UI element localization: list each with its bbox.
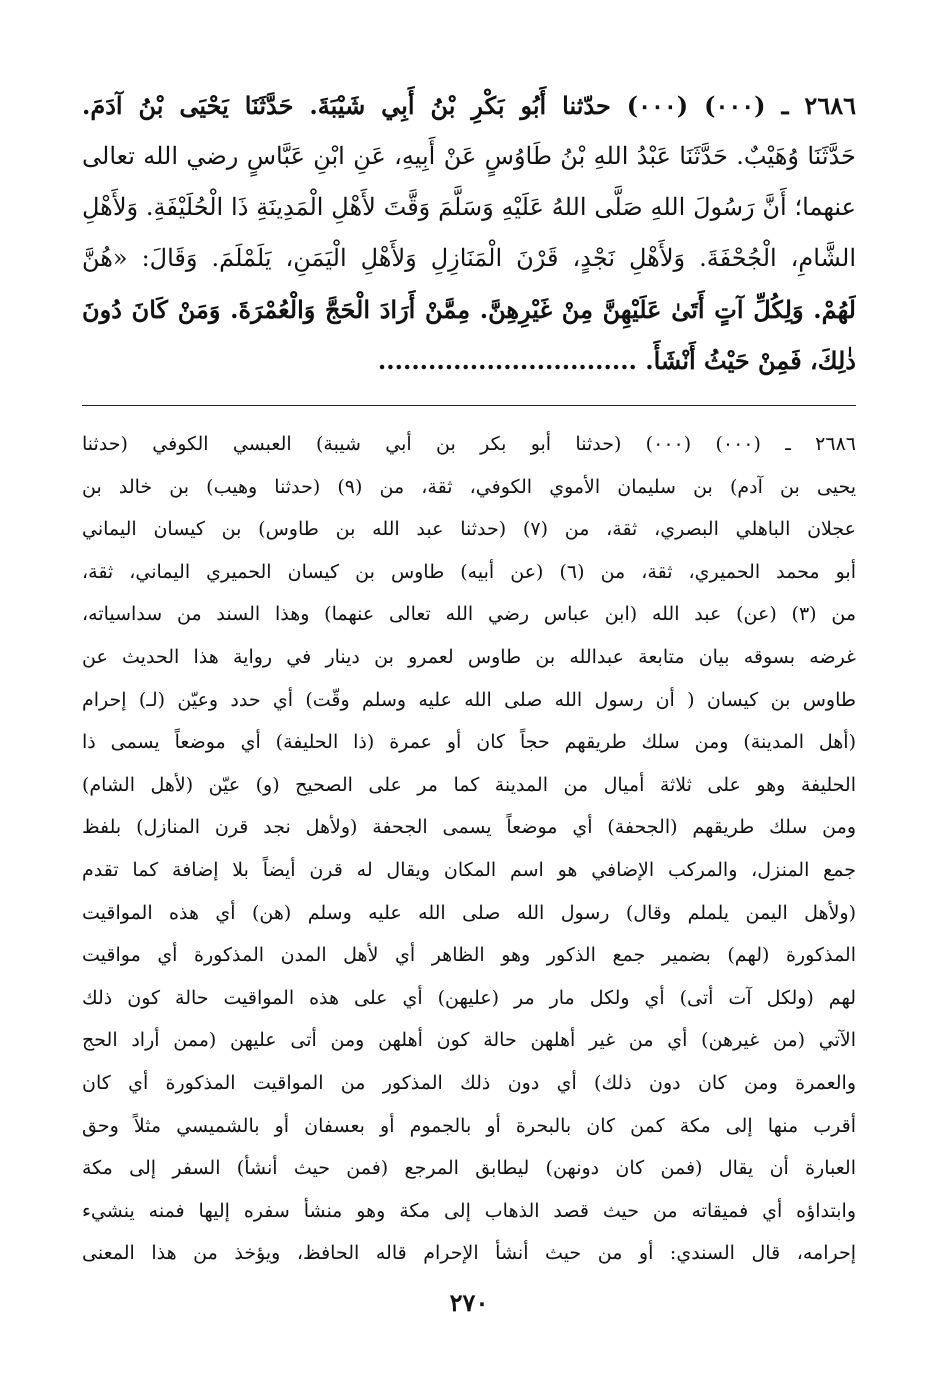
hadith-line: لَهُمْ. وَلِكُلِّ آتٍ أَتَىٰ عَلَيْهِنَّ مِنْ غَيْرِهِنَّ. مِمَّنْ أَرَادَ الْحَجَّ وَالْعُمْرَةَ. وَمَنْ كَانَ دُونَ	[82, 295, 856, 324]
commentary-line: طاوس بن كيسان ( أن رسول الله صلى الله عليه وسلم وقّت) أي حدد وعيّن (لـ) إحرام	[82, 688, 856, 711]
commentary-line: جمع المنزل، والمركب الإضافي هو اسم المكان ويقال له قرن أيضاً بلا إضافة كما تقدم	[82, 858, 856, 881]
commentary-line: أقرب منها إلى مكة كمن كان بالبحرة أو بالجموم أو بعسفان أو بالشميسي مثلاً وحق	[82, 1114, 856, 1137]
page-number: ٢٧٠	[449, 1288, 489, 1317]
commentary-line: (ولأهل اليمن يلملم وقال) رسول الله صلى الله عليه وسلم (هن) أي هذه المواقيت	[82, 901, 856, 924]
commentary-line: إحرامه، قال السندي: أو من حيث أنشأ الإحرام قاله الحافظ، ويؤخذ من هذا المعنى	[82, 1242, 856, 1265]
section-divider	[82, 405, 856, 406]
commentary-line: العبارة أن يقال (فمن كان دونهن) ليطابق المرجع (فمن حيث أنشأ) السفر إلى مكة	[82, 1157, 856, 1180]
commentary-line: والعمرة ومن كان دون ذلك) أي دون ذلك المذكور من المواقيت المذكورة أي كان	[82, 1071, 856, 1094]
hadith-line: ذٰلِكَ، فَمِنْ حَيْثُ أَنْشَأَ. ...............................	[377, 346, 856, 375]
hadith-text	[82, 80, 856, 386]
commentary-line: الآتي (من غيرهن) أي من غير أهلهن حالة كون أهلهن ومن أتى عليهن (ممن أراد الحج	[82, 1029, 856, 1052]
commentary-line: لهم (ولكل آت أتى) أي ولكل مار مر (عليهن) أي على هذه المواقيت حالة كون ذلك	[82, 986, 856, 1009]
hadith-line: الشَّامِ، الْجُحْفَةَ. وَلأَهْلِ نَجْدٍ، قَرْنَ الْمَنَازِلِ وَلأَهْلِ الْيَمَنِ، يَلَمْلَمَ. وَقَالَ: «هُنَّ	[82, 244, 856, 272]
hadith-line: ٢٦٨٦ ـ (٠٠٠) (٠٠٠) حدّثنا أَبُو بَكْرِ بْنُ أَبِي شَيْبَةَ. حَدَّثَنَا يَحْيَى بْنُ آدَمَ.	[82, 91, 856, 120]
commentary-line: غرضه بسوقه بيان متابعة عبدالله بن طاوس لعمرو بن دينار في رواية هذا الحديث عن	[82, 645, 856, 668]
commentary-line: من (٣) (عن) عبد الله (ابن عباس رضي الله تعالى عنهما) وهذا السند من سداسياته،	[82, 603, 856, 626]
commentary-line: ٢٦٨٦ ـ (٠٠٠) (٠٠٠) (حدثنا أبو بكر بن أبي شيبة) العبسي الكوفي (حدثنا	[82, 433, 856, 455]
commentary-text	[82, 423, 856, 1275]
commentary-line: عجلان الباهلي البصري، ثقة، من (٧) (حدثنا عبد الله بن طاوس) بن كيسان اليماني	[82, 518, 856, 541]
commentary-line: يحيى بن آدم) بن سليمان الأموي الكوفي، ثقة، من (٩) (حدثنا وهيب) بن خالد بن	[82, 475, 856, 498]
commentary-line: المذكورة (لهم) بضمير جمع الذكور وهو الظاهر أي لأهل المدن المذكورة أي مواقيت	[82, 944, 856, 967]
hadith-line: عنهما؛ أَنَّ رَسُولَ اللهِ صَلَّى اللهُ عَلَيْهِ وَسَلَّمَ وَقَّتَ لأَهْلِ الْمَدِينَةِ ذَا الْحُلَيْفَةِ. وَلأَهْلِ	[82, 193, 856, 221]
commentary-line: الحليفة وهو على ثلاثة أميال من المدينة كما مر على الصحيح (و) عيّن (لأهل الشام)	[82, 773, 856, 796]
commentary-line: أبو محمد الحميري، ثقة، من (٦) (عن أبيه) طاوس بن كيسان الحميري اليماني، ثقة،	[82, 560, 856, 583]
commentary-line: وابتداؤه أي فميقاته من حيث قصد الذهاب إلى مكة وهو منشأ سفره إليها فمنه ينشيء	[82, 1199, 856, 1222]
book-page	[82, 80, 856, 1340]
hadith-line: حَدَّثَنَا وُهَيْبٌ. حَدَّثَنَا عَبْدُ اللهِ بْنُ طَاوُسٍ عَنْ أَبِيهِ، عَنِ ابْنِ عَبَّاسٍ رضي الله تعالى	[82, 142, 856, 170]
commentary-line: ومن سلك طريقهم (الجحفة) أي موضعاً يسمى الجحفة (ولأهل نجد قرن المنازل) بلفظ	[82, 816, 856, 839]
commentary-line: (أهل المدينة) ومن سلك طريقهم حجاً كان أو عمرة (ذا الحليفة) أي موضعاً يسمى ذا	[82, 731, 856, 754]
